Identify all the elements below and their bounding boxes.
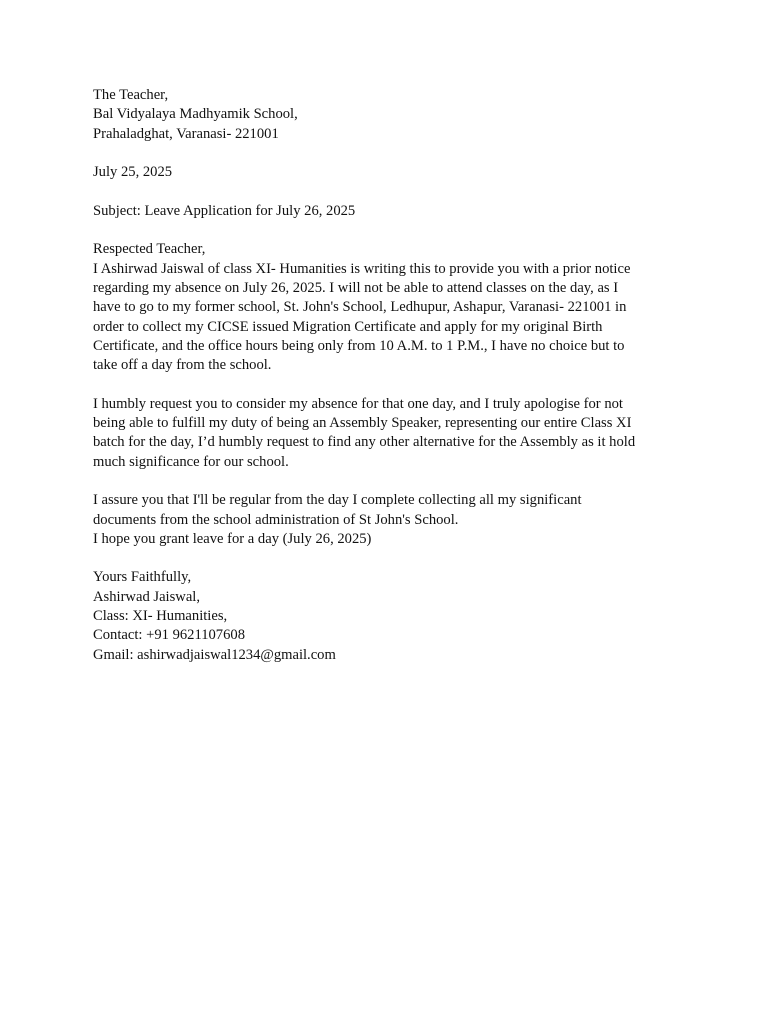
recipient-address [93, 86, 683, 144]
body-paragraph-1 [93, 260, 683, 376]
paragraph-line: I hope you grant leave for a day (July 26, 2025) [93, 530, 372, 547]
date-text: July 25, 2025 [93, 164, 173, 181]
paragraph-line: regarding my absence on July 26, 2025. I will not be able to attend classes on the day, as I [93, 279, 619, 296]
leave-application-letter [93, 86, 683, 665]
body-paragraph-3 [93, 491, 683, 549]
recipient-line: Bal Vidyalaya Madhyamik School, [93, 106, 298, 123]
spacer [93, 221, 683, 240]
body-paragraph-2 [93, 395, 683, 472]
paragraph-line: I Ashirwad Jaiswal of class XI- Humanities is writing this to provide you with a prior notice [93, 260, 631, 277]
subject-text: Subject: Leave Application for July 26, 2025 [93, 202, 356, 219]
paragraph-line: I humbly request you to consider my absence for that one day, and I truly apologise for not [93, 395, 623, 412]
sender-name: Ashirwad Jaiswal, [93, 588, 201, 605]
closing-line: Yours Faithfully, [93, 569, 192, 586]
spacer [93, 472, 683, 491]
sender-class: Class: XI- Humanities, [93, 608, 228, 625]
paragraph-line: documents from the school administration of St John's School. [93, 511, 459, 528]
spacer [93, 182, 683, 201]
paragraph-line: I assure you that I'll be regular from the day I complete collecting all my significant [93, 492, 582, 509]
paragraph-line: much significance for our school. [93, 453, 289, 470]
sender-email: Gmail: ashirwadjaiswal1234@gmail.com [93, 646, 336, 663]
spacer [93, 375, 683, 394]
spacer [93, 549, 683, 568]
spacer [93, 144, 683, 163]
paragraph-line: Certificate, and the office hours being only from 10 A.M. to 1 P.M., I have no choice but to [93, 337, 625, 354]
recipient-line: Prahaladghat, Varanasi- 221001 [93, 125, 279, 142]
salutation-text: Respected Teacher, [93, 241, 206, 258]
paragraph-line: order to collect my CICSE issued Migration Certificate and apply for my original Birth [93, 318, 603, 335]
letter-subject [93, 202, 683, 221]
salutation [93, 240, 683, 259]
recipient-line: The Teacher, [93, 87, 169, 103]
paragraph-line: have to go to my former school, St. John's School, Ledhupur, Ashapur, Varanasi- 221001 in [93, 299, 627, 316]
paragraph-line: batch for the day, I’d humbly request to find any other alternative for the Assembly as it hold [93, 434, 636, 451]
letter-date [93, 163, 683, 182]
sender-contact: Contact: +91 9621107608 [93, 627, 245, 644]
closing-signature [93, 568, 683, 664]
paragraph-line: take off a day from the school. [93, 357, 272, 374]
paragraph-line: being able to fulfill my duty of being an Assembly Speaker, representing our entire Class XI [93, 415, 632, 432]
